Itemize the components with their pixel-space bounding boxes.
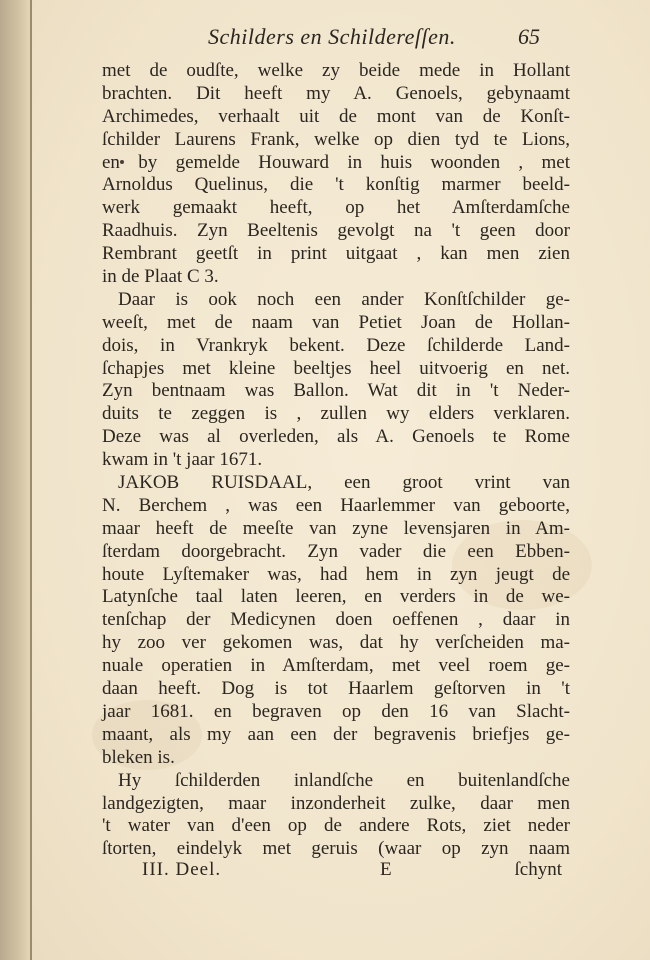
text-line: hy zoo ver gekomen was, dat hy verſcheiden ma- bbox=[102, 632, 570, 654]
text-line: weeſt, met de naam van Petiet Joan de Hollan- bbox=[102, 311, 570, 333]
text-line: Hy ſchilderden inlandſche en buitenlandſche bbox=[118, 769, 570, 791]
text-line: JAKOB RUISDAAL, een groot vrint van bbox=[118, 472, 570, 494]
text-line: Zyn bentnaam was Ballon. Wat dit in 't Neder- bbox=[102, 380, 570, 402]
text-line: brachten. Dit heeft my A. Genoels, gebynaamt bbox=[102, 82, 570, 104]
text-line: Deze was al overleden, als A. Genoels te Rome bbox=[102, 426, 570, 448]
text-line: 't water van d'een op de andere Rots, ziet neder bbox=[102, 815, 570, 837]
text-line: bleken is. bbox=[102, 746, 175, 768]
text-line: landgezigten, maar inzonderheit zulke, daar men bbox=[102, 792, 570, 814]
book-gutter bbox=[0, 0, 30, 960]
text-line: ſterdam doorgebracht. Zyn vader die een Ebben- bbox=[102, 540, 570, 562]
volume-signature: III. Deel. bbox=[142, 859, 222, 880]
text-line: in de Plaat C 3. bbox=[102, 266, 219, 288]
text-line: ſtorten, eindelyk met geruis (waar op zyn naam bbox=[102, 838, 570, 860]
text-line: dois, in Vrankryk bekent. Deze ſchilderde Land- bbox=[102, 334, 570, 356]
running-title: Schilders en Schildereſſen. bbox=[208, 24, 456, 49]
text-line: nuale operatien in Amſterdam, met veel roem ge- bbox=[102, 655, 570, 677]
text-line: ſchilder Laurens Frank, welke op dien tyd te Lions, bbox=[102, 128, 570, 150]
text-line: duits te zeggen is , zullen wy elders verklaren. bbox=[102, 403, 570, 425]
text-line: daan heeft. Dog is tot Haarlem geſtorven in 't bbox=[102, 678, 570, 700]
text-line: houte Lyſtemaker was, had hem in zyn jeugt de bbox=[102, 563, 570, 585]
text-line: Daar is ook noch een ander Konſtſchilder ge- bbox=[118, 288, 570, 310]
text-line: ſchapjes met kleine beeltjes heel uitvoerig en net. bbox=[102, 357, 570, 379]
text-line: N. Berchem , was een Haarlemmer van geboorte, bbox=[102, 494, 570, 516]
page-number: 65 bbox=[518, 24, 540, 49]
page-footer bbox=[142, 859, 562, 883]
text-line: werk gemaakt heeft, op het Amſterdamſche bbox=[102, 197, 570, 219]
text-line: Rembrant geetſt in print uitgaat , kan men zien bbox=[102, 243, 570, 265]
book-page bbox=[32, 0, 650, 960]
gathering-mark: E bbox=[380, 859, 392, 880]
catchword: ſchynt bbox=[514, 859, 562, 880]
text-line: Raadhuis. Zyn Beeltenis gevolgt na 't geen door bbox=[102, 220, 570, 242]
text-line: Archimedes, verhaalt uit de mont van de Konſt- bbox=[102, 105, 570, 127]
text-line: Latynſche taal laten leeren, en verders in de we- bbox=[102, 586, 570, 608]
text-line: Arnoldus Quelinus, die 't konſtig marmer beeld- bbox=[102, 174, 570, 196]
text-line: tenſchap der Medicynen doen oeffenen , daar in bbox=[102, 609, 570, 631]
text-line: kwam in 't jaar 1671. bbox=[102, 449, 263, 471]
text-line: en by gemelde Houward in huis woonden , met bbox=[102, 151, 570, 173]
text-line: met de oudſte, welke zy beide mede in Hollant bbox=[102, 60, 570, 81]
text-line: jaar 1681. en begraven op den 16 van Slacht- bbox=[102, 700, 570, 722]
body-text bbox=[102, 60, 570, 861]
page-header bbox=[32, 24, 650, 52]
text-line: maant, als my aan een der begravenis briefjes ge- bbox=[102, 723, 570, 745]
text-line: maar heeft de meeſte van zyne levensjaren in Am- bbox=[102, 517, 570, 539]
